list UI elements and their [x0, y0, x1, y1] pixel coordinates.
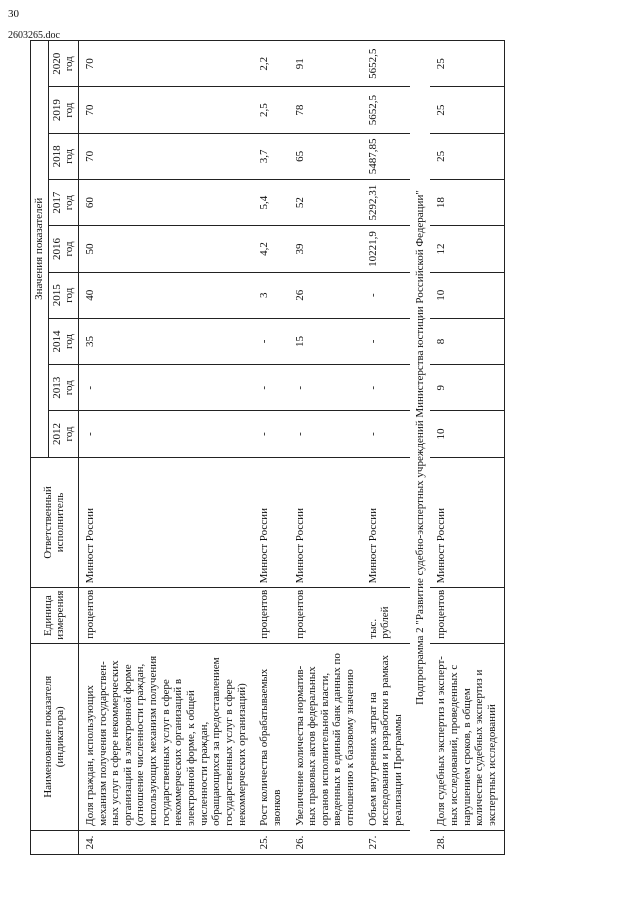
executor-cell: Минюст России	[78, 457, 253, 588]
subprogram-title: Подпрограмма 2 "Развитие судебно-экспертных учреждений Министерства юстиции Российской Федерации"	[410, 41, 431, 855]
header-year: 2018 год	[48, 133, 78, 179]
value-cell: 8	[430, 318, 504, 364]
value-cell: 60	[78, 180, 253, 226]
header-year: 2012 год	[48, 411, 78, 457]
value-cell: 50	[78, 226, 253, 272]
value-cell: 26	[289, 272, 362, 318]
value-cell: 40	[78, 272, 253, 318]
row-number: 26.	[289, 830, 362, 854]
value-cell: 70	[78, 87, 253, 133]
header-num	[31, 830, 79, 854]
executor-cell: Минюст России	[253, 457, 288, 588]
table-row	[362, 41, 410, 855]
row-number: 28.	[430, 830, 504, 854]
header-year: 2016 год	[48, 226, 78, 272]
row-number: 25.	[253, 830, 288, 854]
value-cell: -	[289, 411, 362, 457]
header-unit: Единица измерения	[31, 588, 79, 643]
value-cell: -	[289, 365, 362, 411]
table-row	[289, 41, 362, 855]
value-cell: 3,7	[253, 133, 288, 179]
value-cell: -	[362, 318, 410, 364]
header-year: 2013 год	[48, 365, 78, 411]
value-cell: -	[253, 411, 288, 457]
value-cell: 12	[430, 226, 504, 272]
value-cell: 5652,5	[362, 87, 410, 133]
value-cell: 10	[430, 272, 504, 318]
header-values-group: Значения показателей	[31, 41, 49, 458]
indicators-table	[30, 40, 505, 855]
value-cell: 2,5	[253, 87, 288, 133]
unit-cell: процентов	[289, 588, 362, 643]
value-cell: 70	[78, 133, 253, 179]
value-cell: 10	[430, 411, 504, 457]
value-cell: 5652,5	[362, 41, 410, 88]
value-cell: 25	[430, 133, 504, 179]
value-cell: 5292,31	[362, 180, 410, 226]
unit-cell: процентов	[430, 588, 504, 643]
value-cell: -	[362, 272, 410, 318]
indicator-name: Рост количества обрабатываемых звонков	[253, 643, 288, 830]
value-cell: 91	[289, 41, 362, 88]
header-executor: Ответственный исполнитель	[31, 457, 79, 588]
header-name: Наименование показателя (индикатора)	[31, 643, 79, 830]
indicator-name: Увеличение количества норматив-ных правовых актов федеральных органов исполнительной власти, введенных в единый банк данных по отношению к базовому значению	[289, 643, 362, 830]
subprogram-row	[410, 41, 431, 855]
unit-cell: тыс. рублей	[362, 588, 410, 643]
header-year: 2017 год	[48, 180, 78, 226]
document-footer: 2603265.doc	[8, 30, 60, 41]
value-cell: 5487,85	[362, 133, 410, 179]
value-cell: -	[362, 365, 410, 411]
value-cell: 18	[430, 180, 504, 226]
row-number: 24.	[78, 830, 253, 854]
value-cell: 5,4	[253, 180, 288, 226]
value-cell: 52	[289, 180, 362, 226]
table-row	[253, 41, 288, 855]
value-cell: 9	[430, 365, 504, 411]
page-number: 30	[8, 8, 19, 20]
row-number: 27.	[362, 830, 410, 854]
value-cell: 78	[289, 87, 362, 133]
value-cell: 70	[78, 41, 253, 88]
value-cell: 25	[430, 41, 504, 88]
header-year: 2019 год	[48, 87, 78, 133]
value-cell: 25	[430, 87, 504, 133]
value-cell: -	[78, 365, 253, 411]
indicator-name: Объем внутренних затрат на исследования и разработки в рамках реализации Программы	[362, 643, 410, 830]
value-cell: 15	[289, 318, 362, 364]
value-cell: -	[253, 318, 288, 364]
value-cell: -	[362, 411, 410, 457]
value-cell: 4,2	[253, 226, 288, 272]
executor-cell: Минюст России	[362, 457, 410, 588]
header-year: 2020 год	[48, 41, 78, 88]
unit-cell: процентов	[78, 588, 253, 643]
table-row	[430, 41, 504, 855]
indicator-name: Доля судебных экспертиз и эксперт-ных исследований, проведенных с нарушением сроков, в общем количестве судебных экспертиз и экспертных исследований	[430, 643, 504, 830]
value-cell: -	[78, 411, 253, 457]
indicator-name: Доля граждан, использующих механизм получения государствен-ных услуг в сфере некоммерческих организаций в электронной форме (отношение численности граждан, использующих механизм получения государственных услуг в сфере некоммерческих организаций в электронной форме, к общей численности граждан, обращающихся за предоставлением государственных услуг в сфере некоммерческих организаций)	[78, 643, 253, 830]
unit-cell: процентов	[253, 588, 288, 643]
value-cell: -	[253, 365, 288, 411]
value-cell: 10221,9	[362, 226, 410, 272]
value-cell: 39	[289, 226, 362, 272]
table-row	[78, 41, 253, 855]
header-year: 2015 год	[48, 272, 78, 318]
executor-cell: Минюст России	[430, 457, 504, 588]
value-cell: 2,2	[253, 41, 288, 88]
header-year: 2014 год	[48, 318, 78, 364]
executor-cell: Минюст России	[289, 457, 362, 588]
value-cell: 3	[253, 272, 288, 318]
table-body	[78, 41, 504, 855]
value-cell: 65	[289, 133, 362, 179]
value-cell: 35	[78, 318, 253, 364]
